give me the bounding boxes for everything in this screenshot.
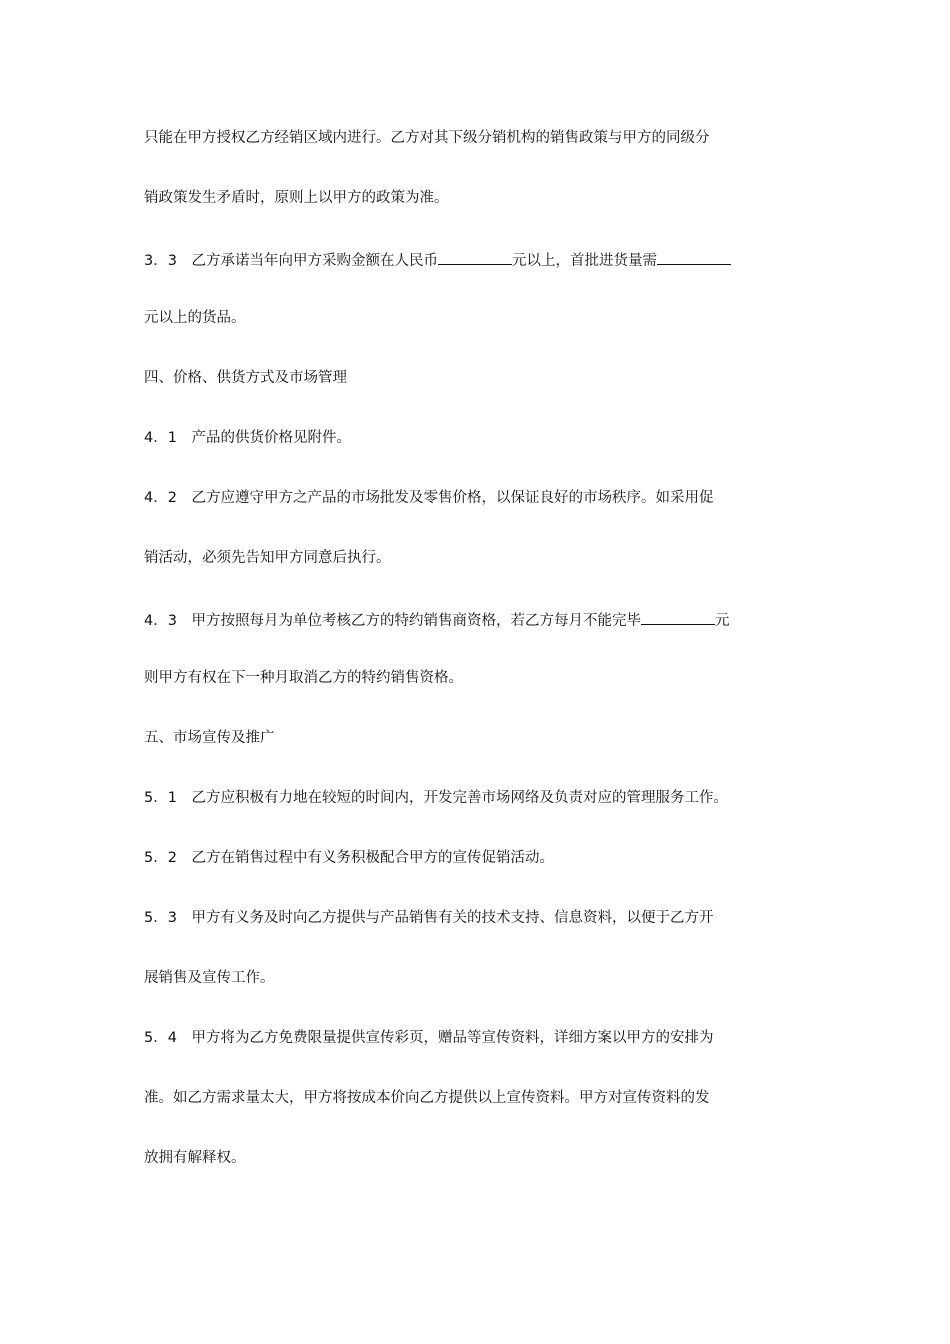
- paragraph-line: [144, 968, 814, 988]
- line-text: 展销售及宣传工作。: [144, 970, 275, 986]
- line-text: 销政策发生矛盾时，原则上以甲方的政策为准。: [144, 190, 449, 206]
- section-heading-4: [144, 368, 814, 388]
- monthly-target-blank: [641, 608, 715, 625]
- line-text: 准。如乙方需求量太大，甲方将按成本价向乙方提供以上宣传资料。甲方对宣传资料的发: [144, 1090, 710, 1106]
- paragraph-line: [144, 1148, 814, 1168]
- line-text: 3．3 乙方承诺当年向甲方采购金额在人民币: [144, 253, 438, 269]
- clause-5-2: [144, 848, 814, 868]
- paragraph-line: [144, 128, 814, 148]
- purchase-amount-blank: [438, 248, 512, 265]
- line-text: 只能在甲方授权乙方经销区域内进行。乙方对其下级分销机构的销售政策与甲方的同级分: [144, 130, 710, 146]
- line-text: 元以上的货品。: [144, 310, 246, 326]
- line-text: 元: [714, 613, 730, 629]
- clause-4-2: [144, 488, 814, 508]
- line-text: 4．3 甲方按照每月为单位考核乙方的特约销售商资格，若乙方每月不能完毕: [144, 613, 641, 629]
- clause-4-3: [144, 608, 814, 631]
- line-text: 5．4 甲方将为乙方免费限量提供宣传彩页，赠品等宣传资料，详细方案以甲方的安排为: [144, 1030, 714, 1046]
- paragraph-line: [144, 668, 814, 688]
- clause-5-4: [144, 1028, 814, 1048]
- paragraph-line: [144, 308, 814, 328]
- line-text: 4．1 产品的供货价格见附件。: [144, 430, 351, 446]
- line-text: 5．1 乙方应积极有力地在较短的时间内，开发完善市场网络及负责对应的管理服务工作。: [144, 790, 728, 806]
- section-title: 五、市场宣传及推广: [144, 730, 275, 746]
- clause-5-3: [144, 908, 814, 928]
- line-text: 放拥有解释权。: [144, 1150, 246, 1166]
- line-text: 则甲方有权在下一种月取消乙方的特约销售资格。: [144, 670, 463, 686]
- line-text: 4．2 乙方应遵守甲方之产品的市场批发及零售价格，以保证良好的市场秩序。如采用促: [144, 490, 714, 506]
- clause-4-1: [144, 428, 814, 448]
- line-text: 销活动，必须先告知甲方同意后执行。: [144, 550, 391, 566]
- clause-5-1: [144, 788, 814, 808]
- paragraph-line: [144, 1088, 814, 1108]
- line-text: 元以上，首批进货量需: [511, 253, 657, 269]
- paragraph-line: [144, 548, 814, 568]
- first-order-blank: [657, 248, 731, 265]
- section-heading-5: [144, 728, 814, 748]
- line-text: 5．3 甲方有义务及时向乙方提供与产品销售有关的技术支持、信息资料，以便于乙方开: [144, 910, 714, 926]
- section-title: 四、价格、供货方式及市场管理: [144, 370, 347, 386]
- clause-3-3: [144, 248, 814, 271]
- paragraph-line: [144, 188, 814, 208]
- line-text: 5．2 乙方在销售过程中有义务积极配合甲方的宣传促销活动。: [144, 850, 554, 866]
